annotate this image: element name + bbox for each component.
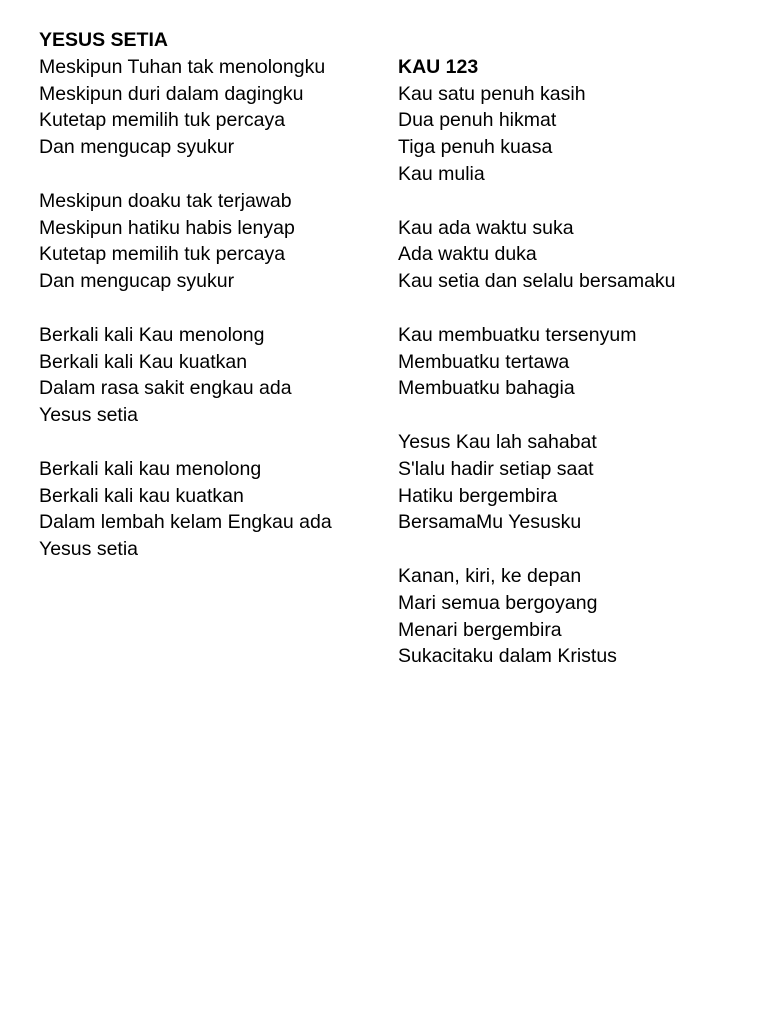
song-title: YESUS SETIA [39, 29, 168, 51]
lyric-line: Dan mengucap syukur [39, 270, 235, 293]
lyric-line: Yesus Kau lah sahabat [398, 430, 597, 453]
lyric-line: Kutetap memilih tuk percaya [39, 243, 286, 266]
lyric-line: Berkali kali kau menolong [39, 457, 262, 480]
lyric-line: BersamaMu Yesusku [398, 511, 582, 534]
lyric-line: Kau setia dan selalu bersamaku [398, 270, 676, 293]
lyric-line: Berkali kali Kau kuatkan [39, 350, 248, 373]
lyric-line: Berkali kali kau kuatkan [39, 484, 244, 507]
lyric-line: Meskipun hatiku habis lenyap [39, 216, 295, 239]
lyric-line: Kau membuatku tersenyum [398, 323, 637, 346]
lyric-line: Ada waktu duka [398, 243, 537, 266]
lyric-line: Kutetap memilih tuk percaya [39, 109, 286, 132]
lyric-line: Membuatku tertawa [398, 350, 570, 373]
lyric-line: S'lalu hadir setiap saat [398, 457, 594, 480]
lyric-line: Tiga penuh kuasa [398, 136, 553, 159]
lyric-line: Yesus setia [39, 404, 139, 427]
lyric-line: Kau mulia [398, 162, 485, 185]
lyric-line: Membuatku bahagia [398, 377, 575, 400]
lyric-line: Kau ada waktu suka [398, 216, 574, 239]
stanza-break [398, 188, 753, 215]
lyric-line: Kanan, kiri, ke depan [398, 564, 582, 587]
stanza-break [398, 402, 753, 429]
lyric-line: Dan mengucap syukur [39, 136, 235, 159]
lyric-line: Dua penuh hikmat [398, 109, 557, 132]
song-yesus-setia [39, 27, 384, 563]
lyric-line: Meskipun duri dalam dagingku [39, 82, 304, 105]
lyric-line: Sukacitaku dalam Kristus [398, 645, 617, 668]
lyric-line: Dalam rasa sakit engkau ada [39, 377, 292, 400]
spacer [398, 27, 753, 54]
lyric-line: Kau satu penuh kasih [398, 82, 586, 105]
lyric-line: Meskipun doaku tak terjawab [39, 189, 292, 212]
stanza-break [39, 429, 384, 456]
stanza-break [39, 295, 384, 322]
song-kau-123 [398, 27, 753, 670]
lyric-line: Hatiku bergembira [398, 484, 558, 507]
song-title: KAU 123 [398, 55, 479, 78]
lyric-line: Dalam lembah kelam Engkau ada [39, 511, 332, 534]
lyric-line: Mari semua bergoyang [398, 591, 598, 614]
stanza-break [39, 161, 384, 188]
lyric-line: Meskipun Tuhan tak menolongku [39, 55, 326, 78]
lyric-line: Menari bergembira [398, 618, 562, 641]
stanza-break [398, 295, 753, 322]
stanza-break [398, 536, 753, 563]
lyric-line: Yesus setia [39, 538, 139, 561]
lyric-line: Berkali kali Kau menolong [39, 323, 265, 346]
